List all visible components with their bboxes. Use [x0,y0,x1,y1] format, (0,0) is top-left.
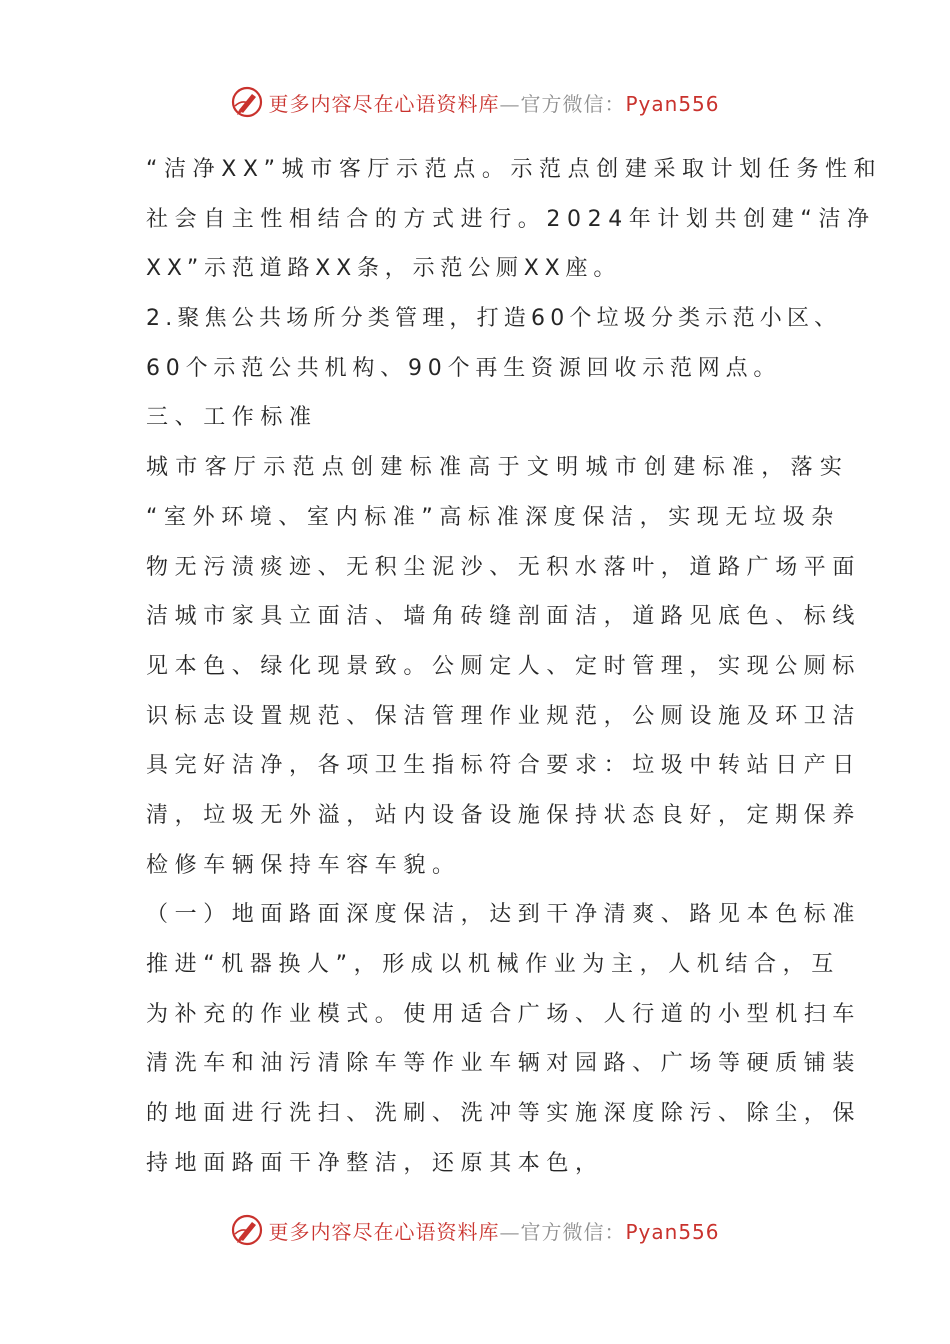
watermark-text [268,88,719,117]
body-line: 清洗车和油污清除车等作业车辆对园路、广场等硬质铺装 [146,1051,862,1077]
watermark-wechat-id: Pyan556 [625,1219,720,1244]
body-line: 检修车辆保持车容车貌。 [146,852,461,878]
body-line: 见本色、绿化现景致。公厕定人、定时管理，实现公厕标 [146,653,862,679]
subsection-heading: （一）地面路面深度保洁，达到干净清爽、路见本色标准 [146,902,862,928]
body-line: 城市客厅示范点创建标准高于文明城市创建标准，落实 [146,455,850,481]
watermark-sub-text: 官方微信： [520,91,626,116]
section-heading: 三、工作标准 [146,405,318,431]
watermark-text [268,1216,719,1245]
watermark-header [0,82,950,122]
document-body [146,145,883,1188]
pen-seal-logo-icon [230,85,264,119]
body-line: 识标志设置规范、保洁管理作业规范，公厕设施及环卫洁 [146,703,862,729]
body-line: 为补充的作业模式。使用适合广场、人行道的小型机扫车 [146,1001,862,1027]
body-line: 60个示范公共机构、90个再生资源回收示范网点。 [146,355,782,381]
body-line: XX”示范道路XX条，示范公厕XX座。 [146,256,622,282]
body-line: 洁城市家具立面洁、墙角砖缝剖面洁，道路见底色、标线 [146,604,862,630]
body-line: 2.聚焦公共场所分类管理，打造60个垃圾分类示范小区、 [146,306,842,332]
pen-seal-logo-icon [230,1213,264,1247]
watermark-main-text: 更多内容尽在心语资料库 [268,1219,500,1244]
watermark-dash: — [499,91,521,116]
body-line: 持地面路面干净整洁，还原其本色， [146,1150,604,1176]
body-line: 推进“机器换人”，形成以机械作业为主，人机结合，互 [146,952,840,977]
body-line: 社会自主性相结合的方式进行。2024年计划共创建“洁净 [146,206,876,232]
body-line: “室外环境、室内标准”高标准深度保洁，实现无垃圾杂 [146,504,840,530]
watermark-main-text: 更多内容尽在心语资料库 [268,91,500,116]
body-line: 物无污渍痰迹、无积尘泥沙、无积水落叶，道路广场平面 [146,554,862,580]
watermark-sub-text: 官方微信： [520,1219,626,1244]
body-line: 具完好洁净，各项卫生指标符合要求：垃圾中转站日产日 [146,753,862,779]
watermark-footer [0,1210,950,1250]
body-line: 清，垃圾无外溢，站内设备设施保持状态良好，定期保养 [146,802,862,828]
body-line: “洁净XX”城市客厅示范点。示范点创建采取计划任务性和 [146,157,883,182]
watermark-wechat-id: Pyan556 [625,91,720,116]
watermark-dash: — [499,1219,521,1244]
body-line: 的地面进行洗扫、洗刷、洗冲等实施深度除污、除尘，保 [146,1101,862,1127]
